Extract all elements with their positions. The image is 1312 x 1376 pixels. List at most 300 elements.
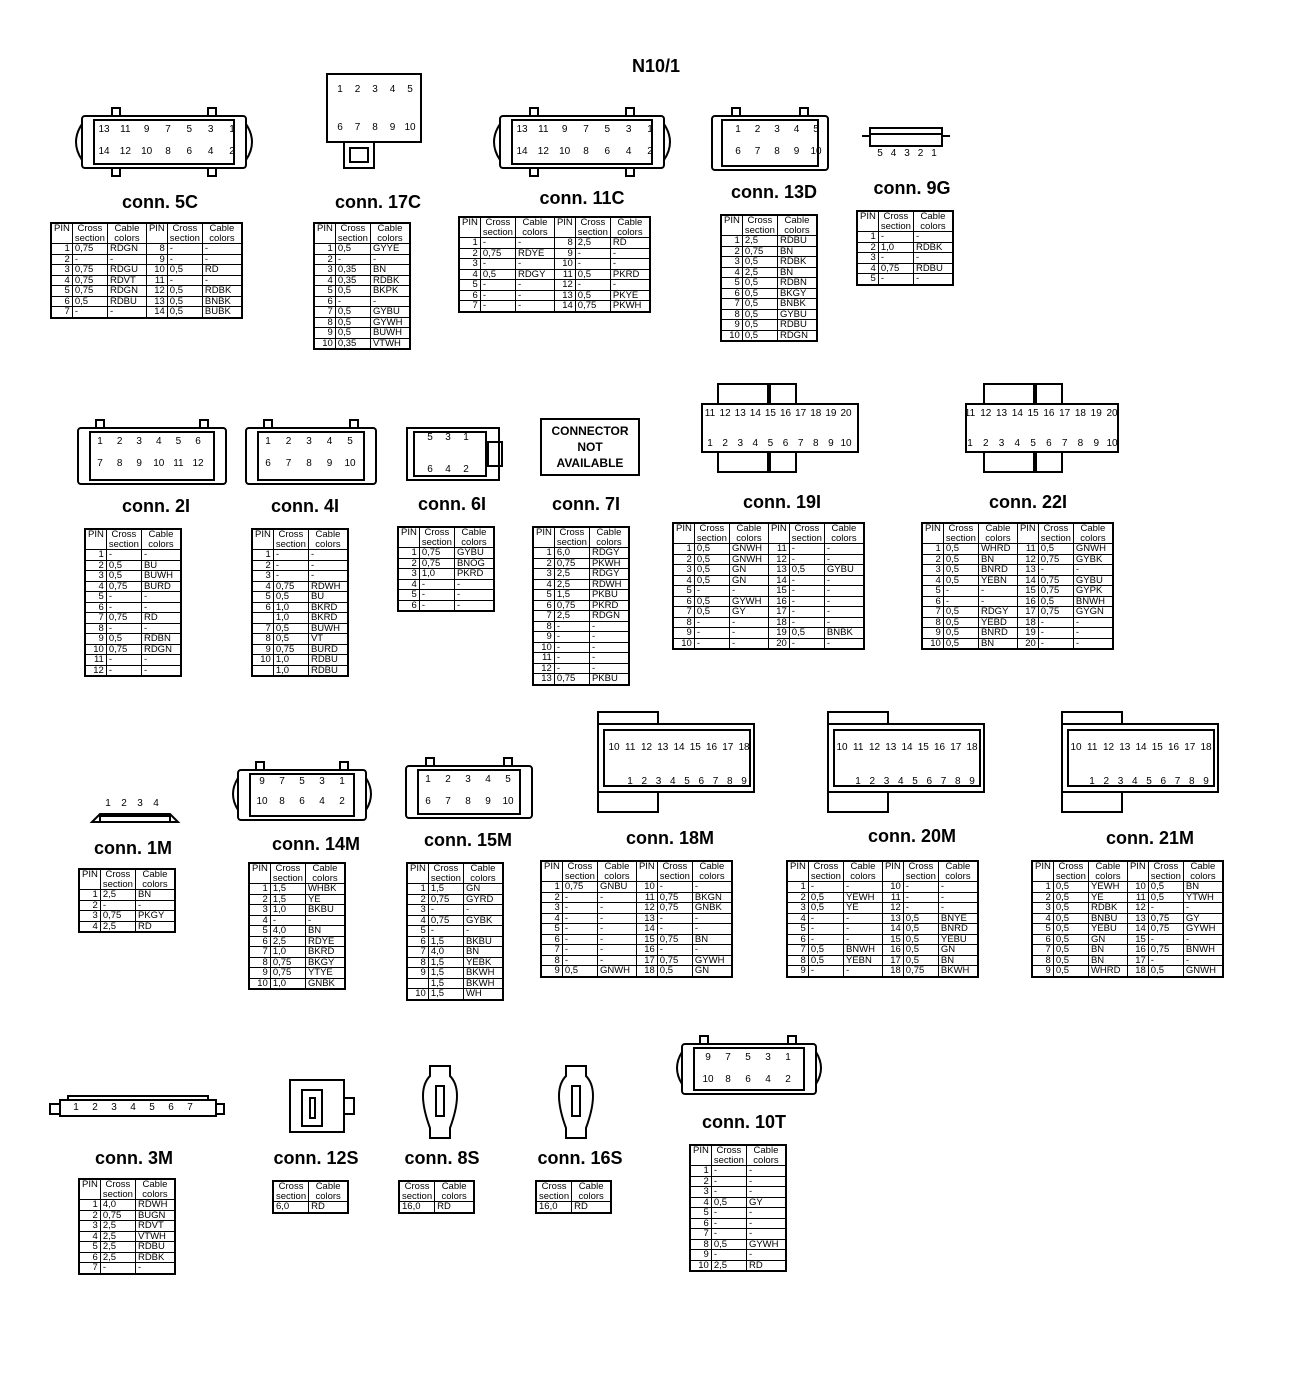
pin-number-label: 9	[793, 146, 800, 157]
pin-number-label: 2	[354, 84, 361, 95]
cable-colors-header: Cable colors	[610, 217, 650, 238]
pin-table-16s	[535, 1180, 612, 1214]
table-cell: 2,5	[554, 579, 589, 590]
table-cell: 1	[857, 232, 878, 243]
table-cell: 0,75	[428, 915, 463, 926]
table-row	[533, 548, 629, 559]
pin-table-4i	[251, 528, 349, 677]
cross-section-header: Cross section	[399, 1181, 435, 1202]
table-row	[1032, 892, 1223, 903]
table-cell: 7	[79, 1263, 100, 1274]
pin-number-label: 4	[897, 776, 904, 787]
connector-title: conn. 5C	[121, 192, 198, 212]
table-cell: YTWH	[1183, 892, 1223, 903]
pin-number-label: 20	[840, 408, 852, 419]
pin-number-label: 1	[707, 438, 713, 449]
table-cell: 10	[249, 978, 270, 989]
table-cell: 7	[541, 945, 562, 956]
table-cell: -	[843, 934, 882, 945]
connector-2i-drawing	[78, 420, 226, 484]
table-cell: BURD	[308, 644, 348, 655]
table-cell: -	[657, 882, 692, 893]
table-cell: -	[554, 632, 589, 643]
table-cell: -	[938, 892, 978, 903]
pin-number-label: 1	[265, 436, 271, 447]
table-cell: 11	[1017, 544, 1038, 555]
pin-header: PIN	[554, 217, 575, 238]
table-row	[51, 307, 242, 318]
table-cell: BKRD	[305, 947, 345, 958]
table-row	[249, 947, 345, 958]
table-row	[407, 894, 503, 905]
table-cell: 4	[787, 913, 808, 924]
pin-header: PIN	[1017, 523, 1038, 544]
pin-number-label: 5	[813, 124, 819, 135]
table-cell: 10	[636, 882, 657, 893]
pin-number-label: 5	[745, 1052, 751, 1063]
table-cell: 0,75	[72, 265, 107, 276]
connector-18m-drawing	[598, 712, 754, 812]
table-cell: 11	[146, 275, 167, 286]
table-cell: GYWH	[729, 596, 768, 607]
pin-number-label: 9	[485, 796, 491, 807]
table-row	[51, 254, 242, 265]
table-cell: 13	[636, 913, 657, 924]
table-cell: 7	[252, 623, 273, 634]
connector-title: conn. 8S	[404, 1148, 480, 1168]
table-cell: -	[597, 892, 636, 903]
table-cell: RDWH	[135, 1200, 175, 1211]
table-row	[51, 244, 242, 255]
table-row	[673, 544, 864, 555]
table-row	[787, 903, 978, 914]
pin-number-label: 9	[143, 124, 150, 135]
cable-colors-header: Cable colors	[435, 1181, 475, 1202]
table-cell: 0,75	[903, 966, 938, 977]
table-cell: BKBU	[463, 936, 503, 947]
table-cell: WHBK	[305, 884, 345, 895]
table-cell: 2	[541, 892, 562, 903]
table-cell: 9	[554, 248, 575, 259]
table-cell: 0,5	[903, 945, 938, 956]
table-cell: 3	[857, 253, 878, 264]
pin-table-17c	[313, 222, 411, 350]
table-cell: 8	[1032, 955, 1053, 966]
table-cell: -	[1183, 934, 1223, 945]
table-row	[533, 663, 629, 674]
table-cell: -	[554, 621, 589, 632]
table-cell: 1	[541, 882, 562, 893]
table-cell: WHRD	[978, 544, 1017, 555]
table-cell: -	[789, 575, 824, 586]
table-cell: -	[729, 586, 768, 597]
table-cell: -	[575, 280, 610, 291]
table-row	[721, 309, 817, 320]
table-cell: 0,5	[943, 565, 978, 576]
table-cell: -	[515, 238, 554, 249]
table-cell: 11	[554, 269, 575, 280]
table-cell: 4	[79, 921, 100, 932]
table-cell: GYRD	[463, 894, 503, 905]
table-cell: 6	[1032, 934, 1053, 945]
table-cell: 0,5	[273, 623, 308, 634]
table-cell: -	[202, 254, 242, 265]
table-row	[79, 921, 175, 932]
table-row	[857, 242, 953, 253]
table-cell: 0,5	[1053, 934, 1088, 945]
table-cell: 0,75	[878, 263, 913, 274]
pin-number-label: 2	[869, 776, 876, 787]
pin-number-label: 6	[735, 146, 741, 157]
cable-colors-header: Cable colors	[308, 529, 348, 550]
table-cell: 0,5	[1148, 892, 1183, 903]
table-row	[1032, 903, 1223, 914]
pin-header: PIN	[146, 223, 167, 244]
table-cell: 0,5	[167, 286, 202, 297]
table-cell: 5	[541, 924, 562, 935]
pin-number-label: 7	[940, 776, 947, 787]
pin-table-8s	[398, 1180, 475, 1214]
table-cell: -	[938, 903, 978, 914]
table-cell: BKGY	[305, 957, 345, 968]
table-row	[314, 286, 410, 297]
pin-number-label: 7	[285, 458, 292, 469]
table-cell: 0,75	[1148, 924, 1183, 935]
pin-number-label: 1	[785, 1052, 791, 1063]
table-row	[459, 290, 650, 301]
table-cell: 14	[1017, 575, 1038, 586]
table-cell: 13	[554, 290, 575, 301]
table-cell: -	[562, 945, 597, 956]
pin-number-label: 3	[655, 776, 662, 787]
table-cell: BU	[141, 560, 181, 571]
table-row	[922, 544, 1113, 555]
table-cell: 7	[1032, 945, 1053, 956]
table-row	[721, 288, 817, 299]
pin-number-label: 3	[765, 1052, 771, 1063]
table-cell: -	[1073, 638, 1113, 649]
table-row	[541, 945, 732, 956]
table-cell: 0,5	[903, 924, 938, 935]
pin-number-label: 15	[764, 408, 777, 419]
table-cell: RDBU	[777, 236, 817, 247]
table-row	[533, 600, 629, 611]
table-cell: -	[589, 653, 629, 664]
table-cell: 6	[85, 602, 106, 613]
pin-number-label: 9	[741, 776, 747, 787]
table-cell: 1	[85, 550, 106, 561]
table-row	[85, 665, 181, 676]
table-row	[459, 238, 650, 249]
table-cell: PKBU	[589, 590, 629, 601]
table-cell: 1,0	[270, 947, 305, 958]
table-cell: -	[692, 913, 732, 924]
pin-number-label: 11	[120, 124, 131, 135]
table-row	[79, 900, 175, 911]
table-cell: -	[1148, 934, 1183, 945]
table-cell: 19	[1017, 628, 1038, 639]
table-cell: BUWH	[370, 328, 410, 339]
table-cell: 0,5	[1053, 966, 1088, 977]
table-row	[407, 884, 503, 895]
pin-number-label: 3	[111, 1102, 117, 1113]
table-cell: BNWH	[1183, 945, 1223, 956]
pin-number-label: 9	[1203, 776, 1209, 787]
table-cell: -	[789, 617, 824, 628]
table-cell: 1,5	[270, 884, 305, 895]
connector-title: conn. 17C	[334, 192, 422, 212]
table-cell: 0,5	[335, 244, 370, 255]
table-cell: 2	[252, 560, 273, 571]
pin-header: PIN	[1032, 861, 1053, 882]
table-cell: 1	[533, 548, 554, 559]
table-cell: -	[789, 638, 824, 649]
pin-number-label: 11	[625, 742, 636, 753]
table-cell: -	[597, 913, 636, 924]
table-cell: 11	[768, 544, 789, 555]
cable-colors-header: Cable colors	[107, 223, 146, 244]
table-cell: 8	[922, 617, 943, 628]
table-cell: 19	[768, 628, 789, 639]
pin-number-label: 1	[73, 1102, 79, 1113]
pin-number-label: 3	[372, 84, 378, 95]
table-cell: -	[1038, 638, 1073, 649]
table-row	[51, 265, 242, 276]
table-row	[314, 328, 410, 339]
table-cell: 7	[314, 307, 335, 318]
table-cell: 6	[721, 288, 742, 299]
table-cell: 2	[533, 558, 554, 569]
table-row	[459, 248, 650, 259]
table-row	[857, 274, 953, 285]
table-cell: RD	[746, 1260, 786, 1271]
table-row	[252, 560, 348, 571]
table-row	[398, 590, 494, 601]
table-cell: 12	[1017, 554, 1038, 565]
table-cell: BN	[777, 267, 817, 278]
table-cell: YEWH	[1088, 882, 1127, 893]
cable-colors-header: Cable colors	[913, 211, 953, 232]
table-cell: 6	[314, 296, 335, 307]
pin-number-label: 5	[505, 774, 511, 785]
pin-number-label: 6	[1160, 776, 1167, 787]
table-cell: -	[1148, 903, 1183, 914]
table-cell: 11	[533, 653, 554, 664]
table-cell: 3	[1032, 903, 1053, 914]
connector-title: conn. 19I	[742, 492, 822, 512]
table-cell: 0,5	[943, 575, 978, 586]
connector-not-available-label: CONNECTOR NOT AVAILABLE	[540, 418, 640, 476]
table-cell: 15	[768, 586, 789, 597]
pin-number-label: 17	[1059, 408, 1071, 419]
table-row	[673, 586, 864, 597]
pin-number-label: 18	[1200, 742, 1212, 753]
pin-number-label: 2	[463, 464, 469, 475]
table-cell: -	[843, 913, 882, 924]
cable-colors-header: Cable colors	[692, 861, 732, 882]
pin-number-label: 4	[669, 776, 676, 787]
table-cell: 10	[721, 330, 742, 341]
table-cell: 12	[882, 903, 903, 914]
table-cell: -	[141, 623, 181, 634]
table-cell: -	[480, 280, 515, 291]
table-cell: GYBK	[463, 915, 503, 926]
table-cell: BN	[978, 638, 1017, 649]
table-cell: -	[335, 254, 370, 265]
pin-number-label: 8	[954, 776, 961, 787]
table-cell: -	[72, 254, 107, 265]
table-cell: -	[711, 1166, 746, 1177]
table-row	[85, 655, 181, 666]
table-cell: 1	[721, 236, 742, 247]
table-row	[1032, 924, 1223, 935]
pin-number-label: 9	[326, 458, 333, 469]
table-row	[533, 632, 629, 643]
pin-number-label: 1	[967, 438, 973, 449]
table-cell: 0,5	[1053, 924, 1088, 935]
pin-number-label: 4	[1014, 438, 1021, 449]
table-cell: 17	[768, 607, 789, 618]
table-cell: 0,5	[808, 892, 843, 903]
table-cell: 1,5	[428, 989, 463, 1000]
pin-number-label: 11	[704, 408, 716, 419]
table-cell: 6	[459, 290, 480, 301]
pin-number-label: 11	[1087, 742, 1098, 753]
table-cell: 5	[252, 592, 273, 603]
table-cell: 10	[922, 638, 943, 649]
cable-colors-header: Cable colors	[777, 215, 817, 236]
table-cell: YEBN	[978, 575, 1017, 586]
table-cell: 15	[882, 934, 903, 945]
table-cell: 1	[249, 884, 270, 895]
table-row	[857, 263, 953, 274]
table-cell: 10	[146, 265, 167, 276]
table-cell: 0,5	[1053, 955, 1088, 966]
table-cell: 2,5	[554, 569, 589, 580]
table-cell: 3	[673, 565, 694, 576]
table-cell: -	[463, 926, 503, 937]
table-cell: -	[106, 623, 141, 634]
table-cell: -	[1038, 617, 1073, 628]
table-cell: -	[480, 301, 515, 312]
table-cell: -	[141, 602, 181, 613]
table-cell: BN	[1088, 945, 1127, 956]
table-cell: -	[694, 586, 729, 597]
connector-title: conn. 9G	[873, 178, 951, 198]
table-cell: -	[575, 248, 610, 259]
pin-number-label: 8	[116, 458, 123, 469]
table-row	[85, 613, 181, 624]
table-cell: BN	[370, 265, 410, 276]
table-cell: -	[692, 945, 732, 956]
table-cell: 0,75	[270, 968, 305, 979]
table-cell: -	[335, 296, 370, 307]
table-row	[787, 924, 978, 935]
pin-header: PIN	[314, 223, 335, 244]
table-cell: 0,5	[711, 1197, 746, 1208]
table-row	[252, 655, 348, 666]
pin-number-label: 18	[1074, 408, 1087, 419]
table-cell: 9	[1032, 966, 1053, 977]
table-cell: RD	[309, 1202, 349, 1213]
table-cell: 0,5	[1038, 596, 1073, 607]
pin-table-18m	[540, 860, 733, 978]
table-cell: 5	[721, 278, 742, 289]
table-cell: YEBN	[843, 955, 882, 966]
table-cell: -	[657, 913, 692, 924]
table-cell: BN	[1088, 955, 1127, 966]
table-cell: -	[1038, 628, 1073, 639]
table-cell: 10	[554, 259, 575, 270]
pin-header: PIN	[249, 863, 270, 884]
cable-colors-header: Cable colors	[1088, 861, 1127, 882]
connector-14m-drawing	[233, 762, 371, 820]
table-cell: 3	[314, 265, 335, 276]
table-cell: 1,5	[428, 884, 463, 895]
table-cell: 13	[882, 913, 903, 924]
pin-number-label: 13	[995, 408, 1008, 419]
table-row	[533, 674, 629, 685]
pin-number-label: 6	[427, 464, 433, 475]
table-cell: 1,0	[273, 655, 308, 666]
pin-number-label: 10	[559, 146, 571, 157]
pin-number-label: 6	[195, 436, 201, 447]
table-row	[407, 926, 503, 937]
pin-number-label: 8	[725, 1074, 731, 1085]
pin-number-label: 9	[705, 1052, 711, 1063]
table-cell: GNBK	[692, 903, 732, 914]
cross-section-header: Cross section	[1038, 523, 1073, 544]
table-cell: RDWH	[308, 581, 348, 592]
table-cell: YEBU	[938, 934, 978, 945]
table-cell: GY	[729, 607, 768, 618]
table-cell: 9	[922, 628, 943, 639]
table-cell: 1,5	[554, 590, 589, 601]
table-cell: GN	[729, 565, 768, 576]
table-cell: -	[370, 296, 410, 307]
table-cell: 16	[636, 945, 657, 956]
table-cell: RDGN	[107, 286, 146, 297]
table-cell: 0,5	[694, 607, 729, 618]
table-cell: -	[789, 596, 824, 607]
table-cell: 1,5	[428, 968, 463, 979]
table-row	[79, 890, 175, 901]
table-cell: 18	[768, 617, 789, 628]
table-cell: -	[711, 1250, 746, 1261]
table-cell: YEBK	[463, 957, 503, 968]
table-cell: -	[106, 550, 141, 561]
table-cell: GYWH	[746, 1239, 786, 1250]
table-row	[533, 611, 629, 622]
cross-section-header: Cross section	[878, 211, 913, 232]
table-cell: GN	[1088, 934, 1127, 945]
cross-section-header: Cross section	[562, 861, 597, 882]
table-cell: 0,5	[167, 296, 202, 307]
pin-number-label: 8	[774, 146, 780, 157]
pin-number-label: 11	[173, 458, 184, 469]
connector-title: conn. 12S	[273, 1148, 359, 1168]
table-cell: 2,5	[742, 267, 777, 278]
table-row	[1032, 882, 1223, 893]
table-cell	[252, 613, 273, 624]
table-row	[1032, 966, 1223, 977]
pin-header: PIN	[79, 869, 100, 890]
table-cell: -	[562, 924, 597, 935]
pin-header: PIN	[922, 523, 943, 544]
pin-header: PIN	[407, 863, 428, 884]
table-cell: -	[903, 903, 938, 914]
table-row	[249, 978, 345, 989]
